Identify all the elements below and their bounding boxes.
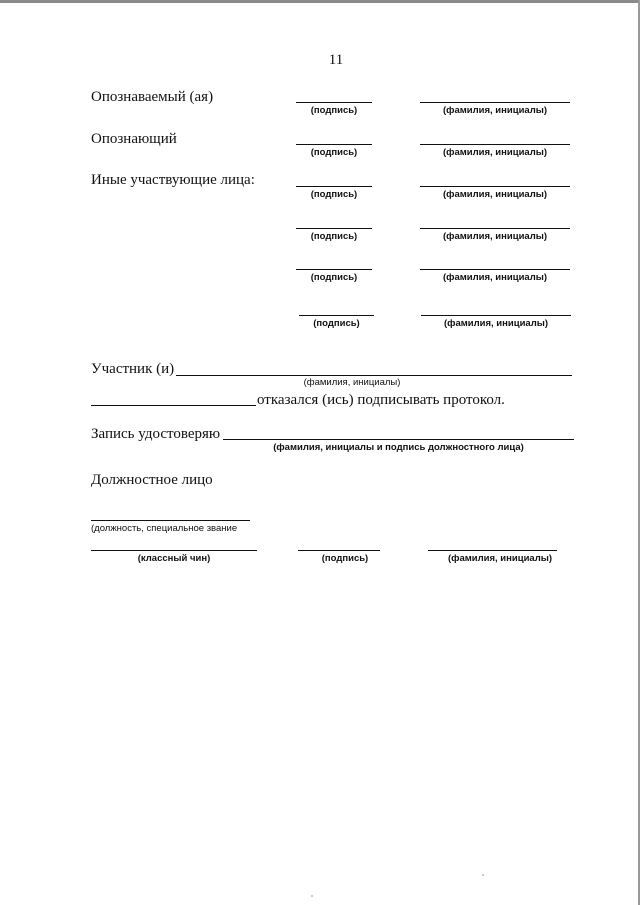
identifier-signature-caption: (подпись) <box>310 147 358 158</box>
official-position-caption: (должность, специальное звание <box>91 523 238 534</box>
identified-name-line <box>420 102 570 103</box>
certify-caption: (фамилия, инициалы и подпись должностного лица) <box>273 442 524 453</box>
other-1-signature-caption: (подпись) <box>310 189 358 200</box>
participants-label: Участник (и) <box>91 361 175 377</box>
other-1-name-line <box>420 186 570 187</box>
page-number: 11 <box>328 52 344 68</box>
other-2-signature-caption: (подпись) <box>310 231 358 242</box>
identified-name-caption: (фамилия, инициалы) <box>442 105 548 116</box>
identifier-label: Опознающий <box>91 131 177 147</box>
identifier-signature-line <box>296 144 372 145</box>
other-3-name-caption: (фамилия, инициалы) <box>442 272 548 283</box>
scan-speck <box>482 874 484 876</box>
official-signature-line <box>298 550 380 551</box>
scan-speck <box>311 895 313 897</box>
other-1-name-caption: (фамилия, инициалы) <box>442 189 548 200</box>
identified-label: Опознаваемый (ая) <box>91 89 214 105</box>
other-2-signature-line <box>296 228 372 229</box>
other-2-name-caption: (фамилия, инициалы) <box>442 231 548 242</box>
participants-name-line <box>176 375 572 376</box>
participants-name-caption: (фамилия, инициалы) <box>303 377 401 388</box>
other-4-signature-line <box>299 315 374 316</box>
other-4-signature-caption: (подпись) <box>313 318 360 329</box>
certify-label: Запись удостоверяю <box>91 426 221 442</box>
refused-prefix-line <box>91 405 256 406</box>
other-4-name-line <box>421 315 571 316</box>
official-signature-caption: (подпись) <box>321 553 369 564</box>
identifier-name-line <box>420 144 570 145</box>
official-name-line <box>428 550 557 551</box>
official-class-rank-line <box>91 550 257 551</box>
identified-signature-caption: (подпись) <box>310 105 358 116</box>
others-label: Иные участвующие лица: <box>91 172 255 188</box>
identifier-name-caption: (фамилия, инициалы) <box>442 147 548 158</box>
other-1-signature-line <box>296 186 372 187</box>
official-class-rank-caption: (классный чин) <box>137 553 211 564</box>
other-3-signature-line <box>296 269 372 270</box>
scan-edge-top <box>0 0 640 3</box>
official-position-line <box>91 520 250 521</box>
identified-signature-line <box>296 102 372 103</box>
official-name-caption: (фамилия, инициалы) <box>447 553 553 564</box>
other-2-name-line <box>420 228 570 229</box>
official-label: Должностное лицо <box>91 472 213 488</box>
refused-text: отказался (ись) подписывать протокол. <box>257 392 505 408</box>
other-4-name-caption: (фамилия, инициалы) <box>443 318 549 329</box>
other-3-name-line <box>420 269 570 270</box>
other-3-signature-caption: (подпись) <box>310 272 358 283</box>
certify-line <box>223 439 574 440</box>
